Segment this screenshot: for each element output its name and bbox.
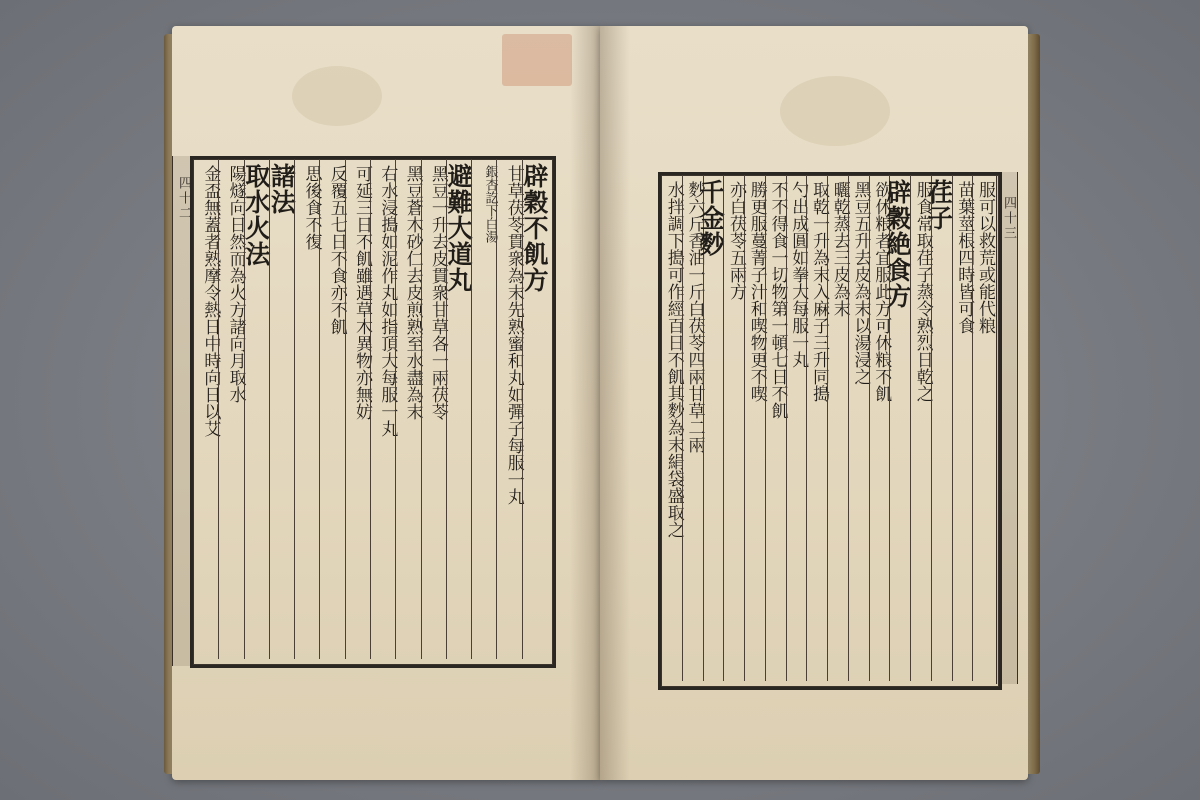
right-page-column-head: 千金麨 [703, 175, 724, 681]
right-page-column-body: 欲休粮者宜服此方可休粮不飢 [869, 175, 890, 681]
right-page-column-body: 服可以救荒或能代粮 [972, 175, 993, 681]
paper-stain [292, 66, 382, 126]
left-page-column-body: 思後食不復 [294, 159, 319, 659]
right-page-column-body: 服食常取荏子蒸令熟烈日乾之 [910, 175, 931, 681]
left-page-column-head: 避難大道丸 [446, 159, 471, 659]
left-page-column-body: 黑豆蒼木砂仁去皮煎熟至水盡為末 [395, 159, 420, 659]
left-page-column-body: 右水浸搗如泥作丸如指頂大每服一丸 [370, 159, 395, 659]
left-page-heart [172, 156, 192, 666]
right-page-column-body: 亦白茯苓五兩方 [723, 175, 744, 681]
left-page-column-body: 可延三日不飢雖遇草木異物亦無妨 [345, 159, 370, 659]
left-page-column-head: 取水火法 [244, 159, 269, 659]
left-page-column-body: 陽燧向日然而為火方諸向月取水 [218, 159, 243, 659]
left-page [172, 26, 600, 780]
left-page-number: 四十二 [176, 176, 191, 221]
right-page-column-body: 不不得食一切物第一頓七日不飢 [765, 175, 786, 681]
left-text-columns [193, 159, 547, 659]
open-book [172, 26, 1028, 780]
right-page-number: 四十三 [1001, 196, 1016, 241]
right-page [600, 26, 1028, 780]
paper-stain [780, 76, 890, 146]
left-page-column-head: 辟穀不飢方 [522, 159, 547, 659]
left-page-column-body: 甘草茯苓貫衆為末先熟蜜和丸如彈子每服一丸 [496, 159, 521, 659]
left-page-column-small: 銀杏訖下白湯 [471, 159, 496, 659]
left-page-column-body: 金盃無蓋者熟摩令熱日中時向日以艾 [200, 165, 221, 437]
right-page-column-head: 荏子 [931, 175, 952, 681]
right-page-column-body: 曬乾蒸去三皮為末 [827, 175, 848, 681]
right-page-column-head: 辟穀絶食方 [889, 175, 910, 681]
left-page-column-body: 反覆五七日不食亦不飢 [319, 159, 344, 659]
right-text-columns [661, 175, 993, 681]
right-page-column-body: 麨六斤香油一斤白茯苓四兩甘草二兩 [682, 175, 703, 681]
right-page-column-body: 勝更服蔓菁子汁和喫物更不喫 [744, 175, 765, 681]
right-page-column-body: 苗葉莖根四時皆可食 [952, 175, 973, 681]
right-page-column-body: 取乾一升為末入麻子三升同搗 [806, 175, 827, 681]
left-page-column-body: 黑豆一升去皮貫衆甘草各一兩茯苓 [421, 159, 446, 659]
right-page-column-body: 黑豆五升去皮為末以湯浸之 [848, 175, 869, 681]
right-page-column-body: 水拌調下搗可作經百日不飢其麨為末絹袋盛取之 [663, 181, 684, 538]
right-page-column-body: 勺出成圓如拳大每服一丸 [786, 175, 807, 681]
seal-mark [502, 34, 572, 86]
left-page-column-head: 諸法 [269, 159, 294, 659]
